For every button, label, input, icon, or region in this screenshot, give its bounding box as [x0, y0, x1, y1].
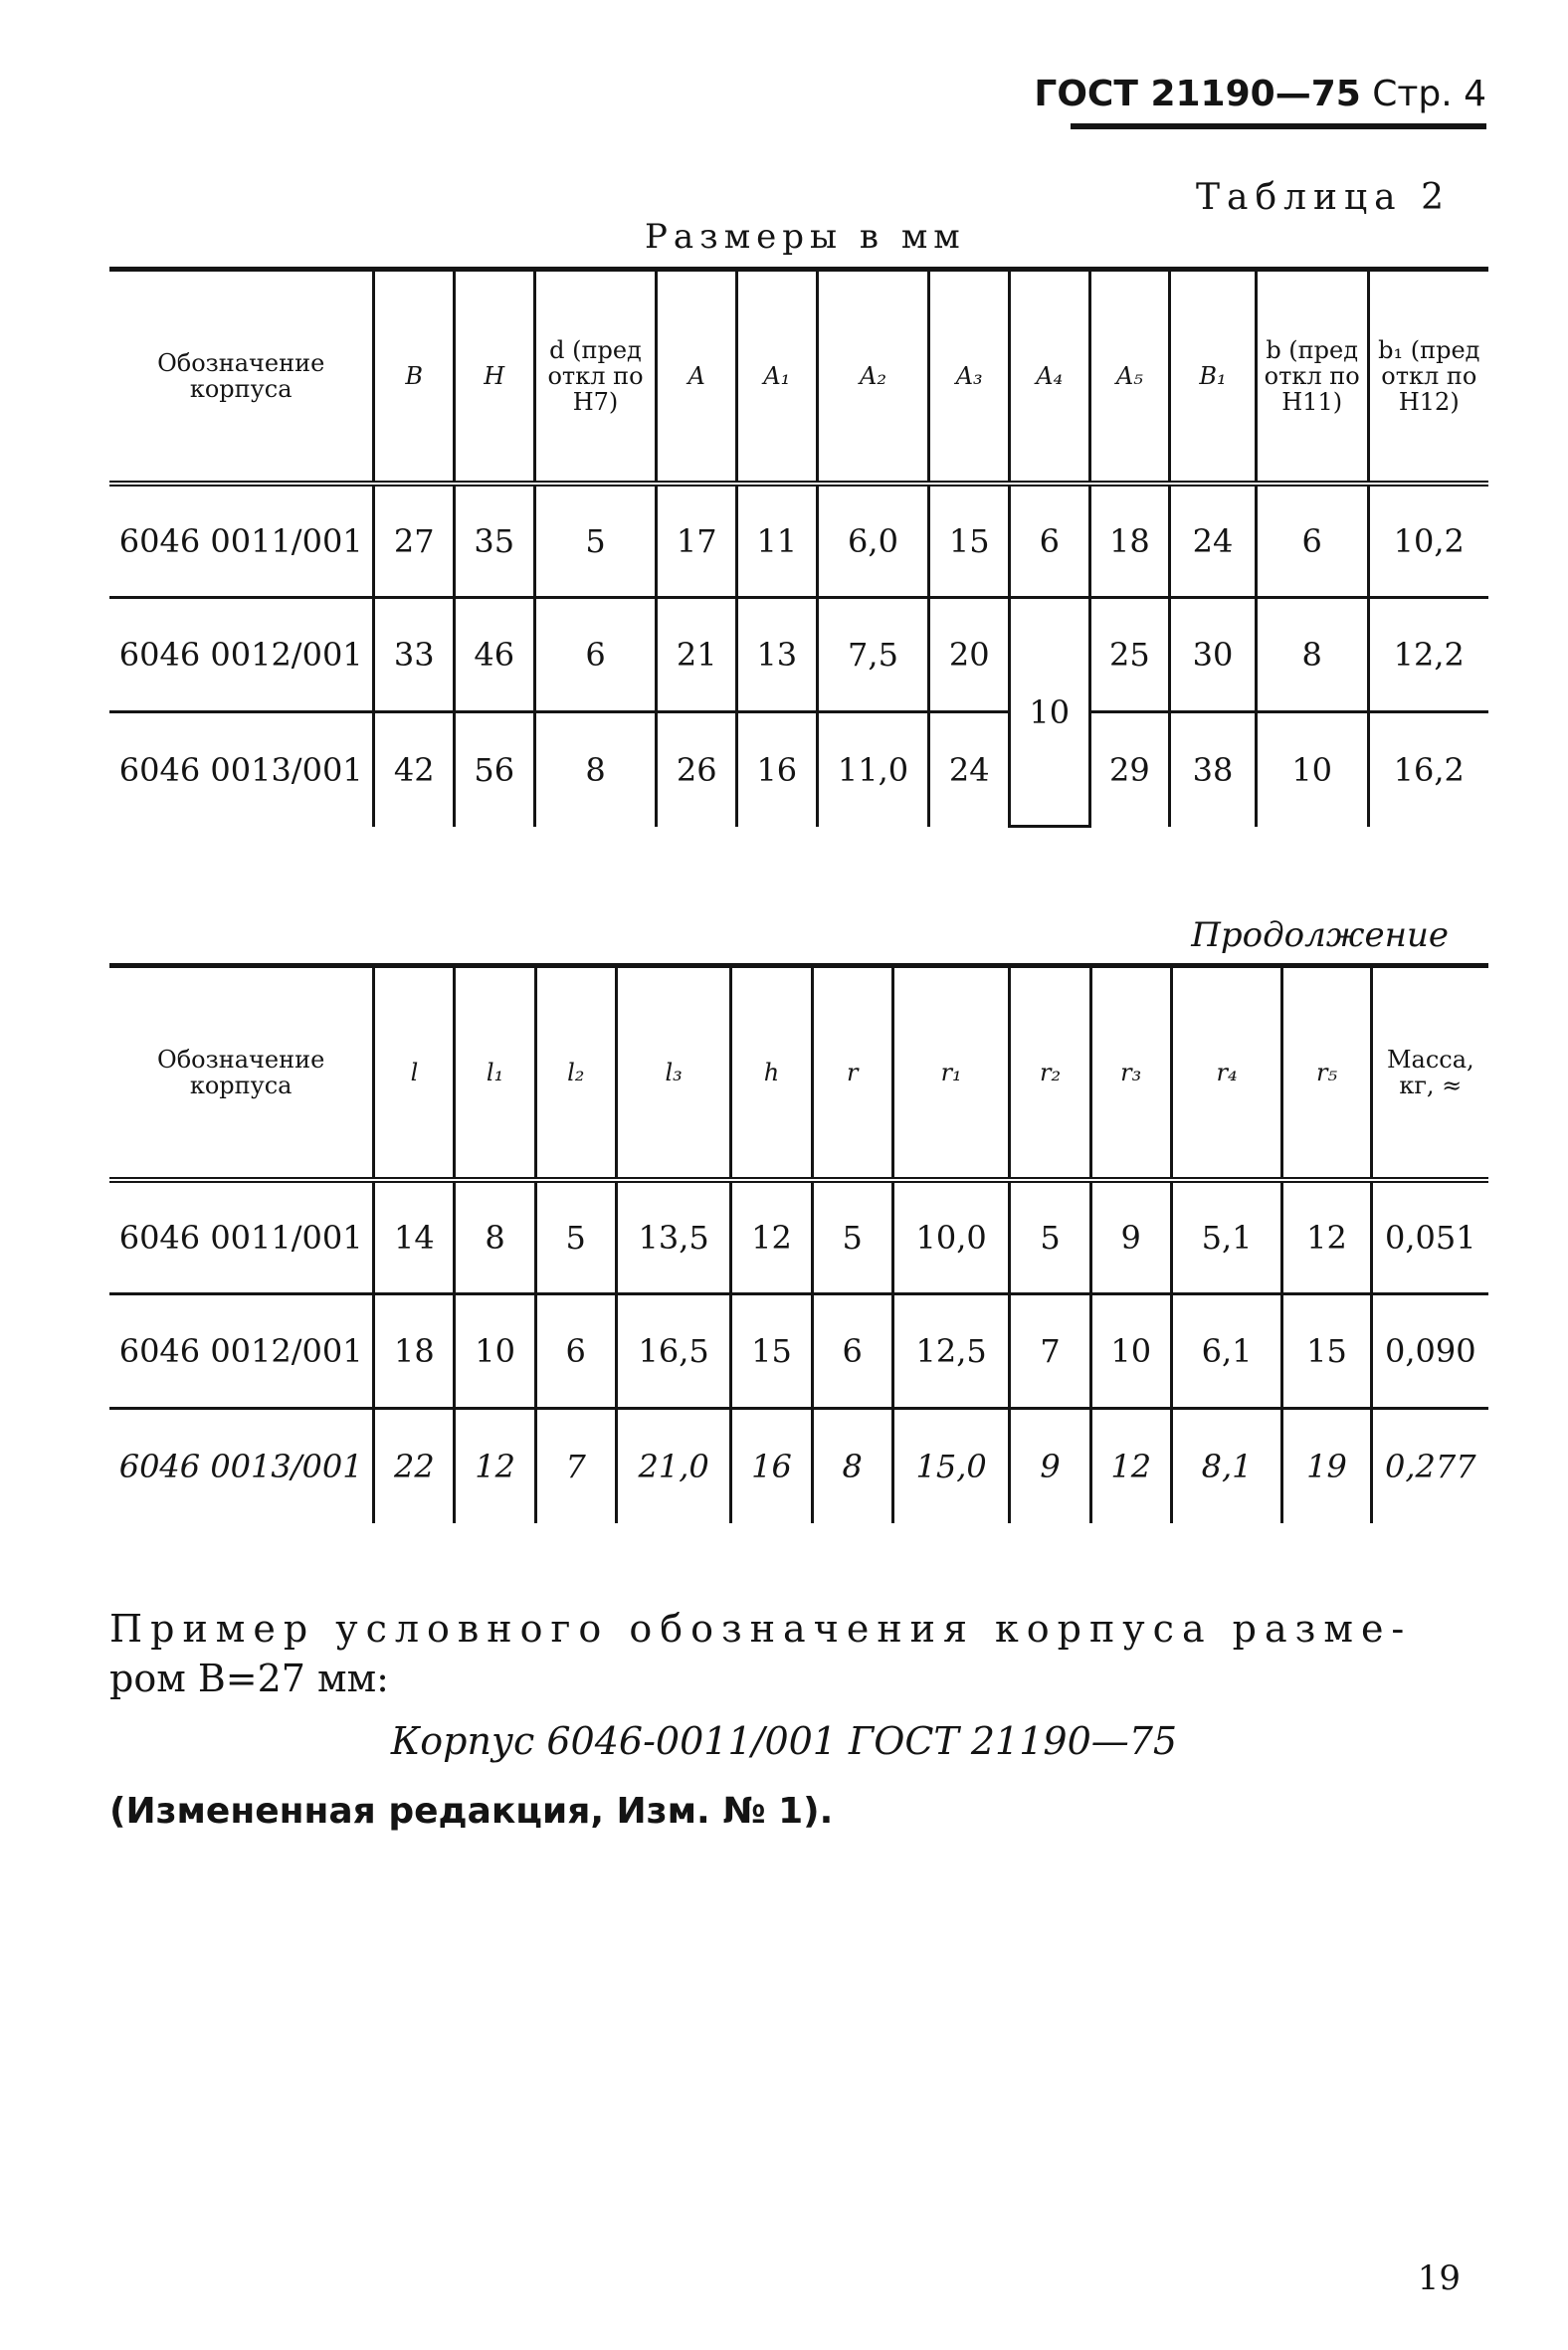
column-header: A₄ — [1009, 270, 1089, 484]
example-designation-code: Корпус 6046-0011/001 ГОСТ 21190—75 — [390, 1719, 1178, 1763]
column-header: A₃ — [929, 270, 1010, 484]
table-cell: 5 — [812, 1180, 892, 1294]
table-cell: 0,051 — [1371, 1180, 1488, 1294]
column-header: r₃ — [1090, 966, 1171, 1180]
column-header: A₂ — [817, 270, 929, 484]
table-cell: 7,5 — [817, 598, 929, 712]
table-cell: 15,0 — [892, 1409, 1010, 1523]
table-cell: 8 — [455, 1180, 535, 1294]
table-cell: 10,2 — [1368, 484, 1488, 598]
table-cell: 6046 0012/001 — [109, 1294, 374, 1409]
table-cell: 13,5 — [616, 1180, 731, 1294]
table-cell: 17 — [657, 484, 737, 598]
table-cell: 15 — [929, 484, 1010, 598]
table-cell: 6046 0012/001 — [109, 598, 374, 712]
table-cell: 16,5 — [616, 1294, 731, 1409]
table-cell: 22 — [374, 1409, 455, 1523]
table-cell: 10,0 — [892, 1180, 1010, 1294]
example-intro-line2: ром B=27 мм: — [109, 1657, 389, 1700]
table-header-row — [109, 270, 1488, 484]
continuation-table — [109, 963, 1488, 1523]
table-header-row — [109, 966, 1488, 1180]
page-number: 19 — [1417, 2258, 1461, 2298]
column-header: Масса, кг, ≈ — [1371, 966, 1488, 1180]
table-cell: 46 — [454, 598, 534, 712]
example-intro-line1: Пример условного обозначения корпуса разме- — [109, 1607, 1413, 1651]
column-header: r₅ — [1282, 966, 1371, 1180]
table-cell: 6 — [1009, 484, 1089, 598]
table-cell: 12 — [731, 1180, 812, 1294]
table-cell: 10 — [455, 1294, 535, 1409]
table-row — [109, 484, 1488, 598]
table-cell: 25 — [1089, 598, 1170, 712]
table-cell: 0,277 — [1371, 1409, 1488, 1523]
table-cell: 11 — [737, 484, 818, 598]
column-header: Обозначение корпуса — [109, 270, 374, 484]
table-cell: 24 — [929, 712, 1010, 827]
continuation-label: Продолжение — [1191, 915, 1449, 955]
table-cell: 6 — [534, 598, 657, 712]
column-header: l₃ — [616, 966, 731, 1180]
table-cell: 9 — [1090, 1180, 1171, 1294]
table-cell: 6,0 — [817, 484, 929, 598]
table-cell: 6,1 — [1171, 1294, 1282, 1409]
table-cell: 8 — [1256, 598, 1368, 712]
table-cell: 21,0 — [616, 1409, 731, 1523]
designation-example — [109, 1604, 1482, 1703]
table-cell: 29 — [1089, 712, 1170, 827]
table-cell: 6046 0013/001 — [118, 750, 363, 789]
column-header: l₂ — [535, 966, 616, 1180]
table-row — [109, 1180, 1488, 1294]
table-cell: 5 — [534, 484, 657, 598]
table-cell: 27 — [374, 484, 455, 598]
table-cell: 6046 0011/001 — [109, 1180, 374, 1294]
table-cell: 9 — [1010, 1409, 1090, 1523]
table-cell: 0,090 — [1371, 1294, 1488, 1409]
table-cell: 15 — [731, 1294, 812, 1409]
column-header: h — [731, 966, 812, 1180]
table-cell: 10 — [1256, 712, 1368, 827]
table-cell: 8 — [812, 1409, 892, 1523]
table-cell: 5 — [535, 1180, 616, 1294]
table-cell: 6 — [812, 1294, 892, 1409]
table-cell: 12 — [455, 1409, 535, 1523]
table-cell: 12,2 — [1368, 598, 1488, 712]
table-cell: 5,1 — [1171, 1180, 1282, 1294]
column-header: H — [454, 270, 534, 484]
table-cell: 15 — [1282, 1294, 1371, 1409]
table-cell: 24 — [1170, 484, 1257, 598]
table-row — [109, 712, 1488, 827]
column-header: r₄ — [1171, 966, 1282, 1180]
column-header: r₁ — [892, 966, 1010, 1180]
column-header: B₁ — [1170, 270, 1257, 484]
column-header: A₁ — [737, 270, 818, 484]
column-header: l₁ — [455, 966, 535, 1180]
column-header: r₂ — [1010, 966, 1090, 1180]
column-header: A₅ — [1089, 270, 1170, 484]
table-cell: 18 — [374, 1294, 455, 1409]
table-cell: 35 — [454, 484, 534, 598]
table-cell: 8 — [534, 712, 657, 827]
table-cell: 6 — [1256, 484, 1368, 598]
table-cell: 38 — [1170, 712, 1257, 827]
table-label: Таблица 2 — [1196, 177, 1451, 218]
table-row — [109, 598, 1488, 712]
table-cell: 11,0 — [817, 712, 929, 827]
page-header — [1034, 74, 1486, 114]
table-cell: 12 — [1090, 1409, 1171, 1523]
table-cell: 30 — [1170, 598, 1257, 712]
column-header: l — [374, 966, 455, 1180]
table-cell: 21 — [657, 598, 737, 712]
table-row — [109, 1294, 1488, 1409]
header-rule — [1071, 123, 1486, 129]
table-cell: 18 — [1089, 484, 1170, 598]
dimensions-table — [109, 267, 1488, 828]
column-header: b (пред откл по H11) — [1256, 270, 1368, 484]
table-cell: 8,1 — [1171, 1409, 1282, 1523]
table-cell: 13 — [737, 598, 818, 712]
column-header: b₁ (пред откл по H12) — [1368, 270, 1488, 484]
table-cell: 7 — [1010, 1294, 1090, 1409]
table-cell: 16 — [731, 1409, 812, 1523]
table-cell: 12,5 — [892, 1294, 1010, 1409]
table-cell: 6 — [535, 1294, 616, 1409]
table-cell: 7 — [535, 1409, 616, 1523]
table-cell: 42 — [374, 712, 455, 827]
header-page-label: Стр. 4 — [1372, 74, 1486, 114]
table-cell: 19 — [1282, 1409, 1371, 1523]
column-header: d (пред откл по H7) — [534, 270, 657, 484]
table-cell: 10 — [1009, 598, 1089, 827]
table-cell: 20 — [929, 598, 1010, 712]
table-cell: 16,2 — [1368, 712, 1488, 827]
table-cell: 12 — [1282, 1180, 1371, 1294]
column-header: Обозначение корпуса — [109, 966, 374, 1180]
column-header: A — [657, 270, 737, 484]
table-cell: 14 — [374, 1180, 455, 1294]
units-label: Размеры в мм — [645, 217, 966, 257]
column-header: r — [812, 966, 892, 1180]
table-cell: 6046 0011/001 — [109, 484, 374, 598]
table-cell: 33 — [374, 598, 455, 712]
column-header: B — [374, 270, 455, 484]
amendment-note: (Измененная редакция, Изм. № 1). — [109, 1791, 834, 1832]
table-cell: 5 — [1010, 1180, 1090, 1294]
table-cell: 10 — [1090, 1294, 1171, 1409]
table-cell: 16 — [737, 712, 818, 827]
table-row — [109, 1409, 1488, 1523]
table-cell: 6046 0013/001 — [118, 1447, 363, 1485]
table-cell: 56 — [454, 712, 534, 827]
header-document-number: ГОСТ 21190—75 — [1034, 74, 1361, 114]
table-cell: 26 — [657, 712, 737, 827]
